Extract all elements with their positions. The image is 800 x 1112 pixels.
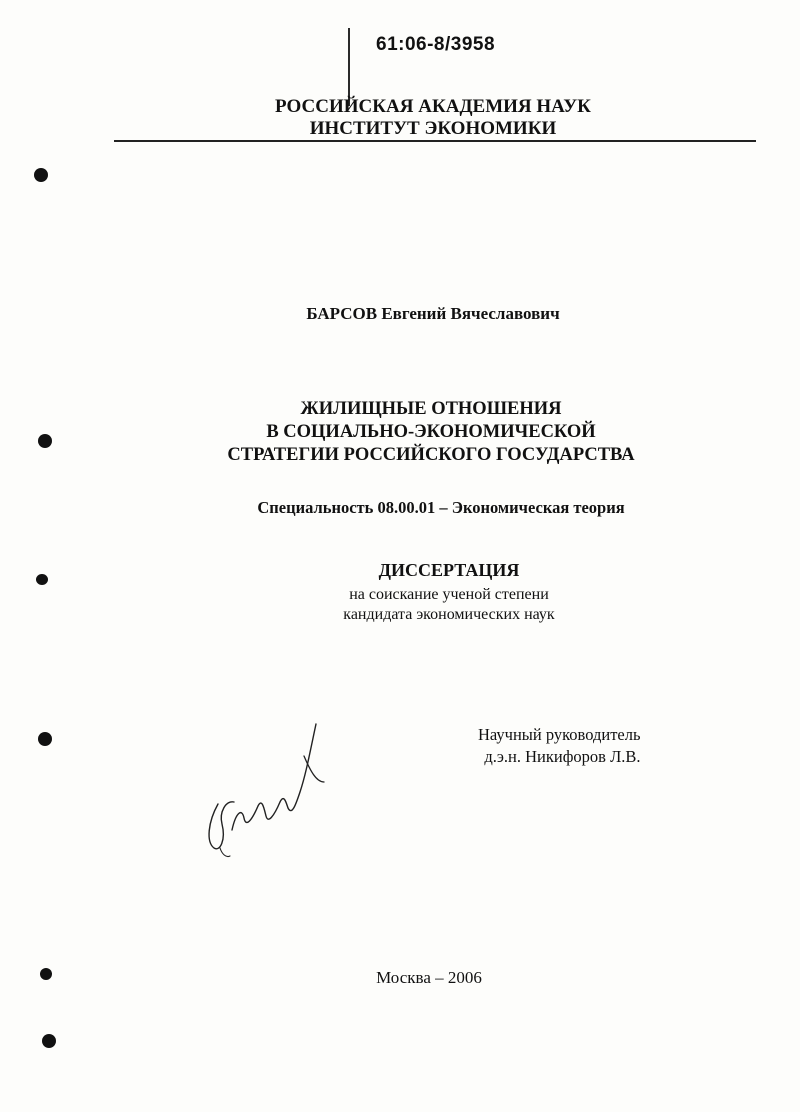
speciality-line: Специальность 08.00.01 – Экономическая теория xyxy=(257,498,625,517)
archive-stamp-number: 61:06-8/3958 xyxy=(376,34,496,55)
academy-name: РОССИЙСКАЯ АКАДЕМИЯ НАУК xyxy=(275,96,591,117)
supervisor-name: д.э.н. Никифоров Л.В. xyxy=(484,747,641,766)
punch-hole-mark xyxy=(38,434,52,448)
title-line: СТРАТЕГИИ РОССИЙСКОГО ГОСУДАРСТВА xyxy=(227,445,635,465)
punch-hole-mark xyxy=(40,968,52,980)
handwritten-signature xyxy=(200,712,340,862)
punch-hole-mark xyxy=(36,574,48,585)
supervisor-block xyxy=(478,724,641,768)
dissertation-heading: ДИССЕРТАЦИЯ xyxy=(378,560,520,580)
dissertation-title xyxy=(0,398,800,467)
author-surname: БАРСОВ xyxy=(306,304,378,323)
degree-line: на соискание ученой степени xyxy=(349,586,549,603)
punch-hole-mark xyxy=(42,1034,56,1048)
institute-name: ИНСТИТУТ ЭКОНОМИКИ xyxy=(309,118,557,139)
punch-hole-mark xyxy=(34,168,48,182)
header-divider xyxy=(114,140,756,142)
supervisor-role: Научный руководитель xyxy=(478,725,641,744)
title-line: ЖИЛИЩНЫЕ ОТНОШЕНИЯ xyxy=(300,399,562,419)
stamp-vertical-line xyxy=(348,28,350,106)
degree-line: кандидата экономических наук xyxy=(343,606,555,623)
city-and-year: Москва – 2006 xyxy=(376,968,482,987)
title-line: В СОЦИАЛЬНО-ЭКОНОМИЧЕСКОЙ xyxy=(266,422,596,442)
author-given-names: Евгений Вячеславович xyxy=(381,304,560,323)
degree-statement xyxy=(0,585,800,625)
author-name xyxy=(0,304,800,324)
institution-header xyxy=(0,96,800,140)
punch-hole-mark xyxy=(38,732,52,746)
